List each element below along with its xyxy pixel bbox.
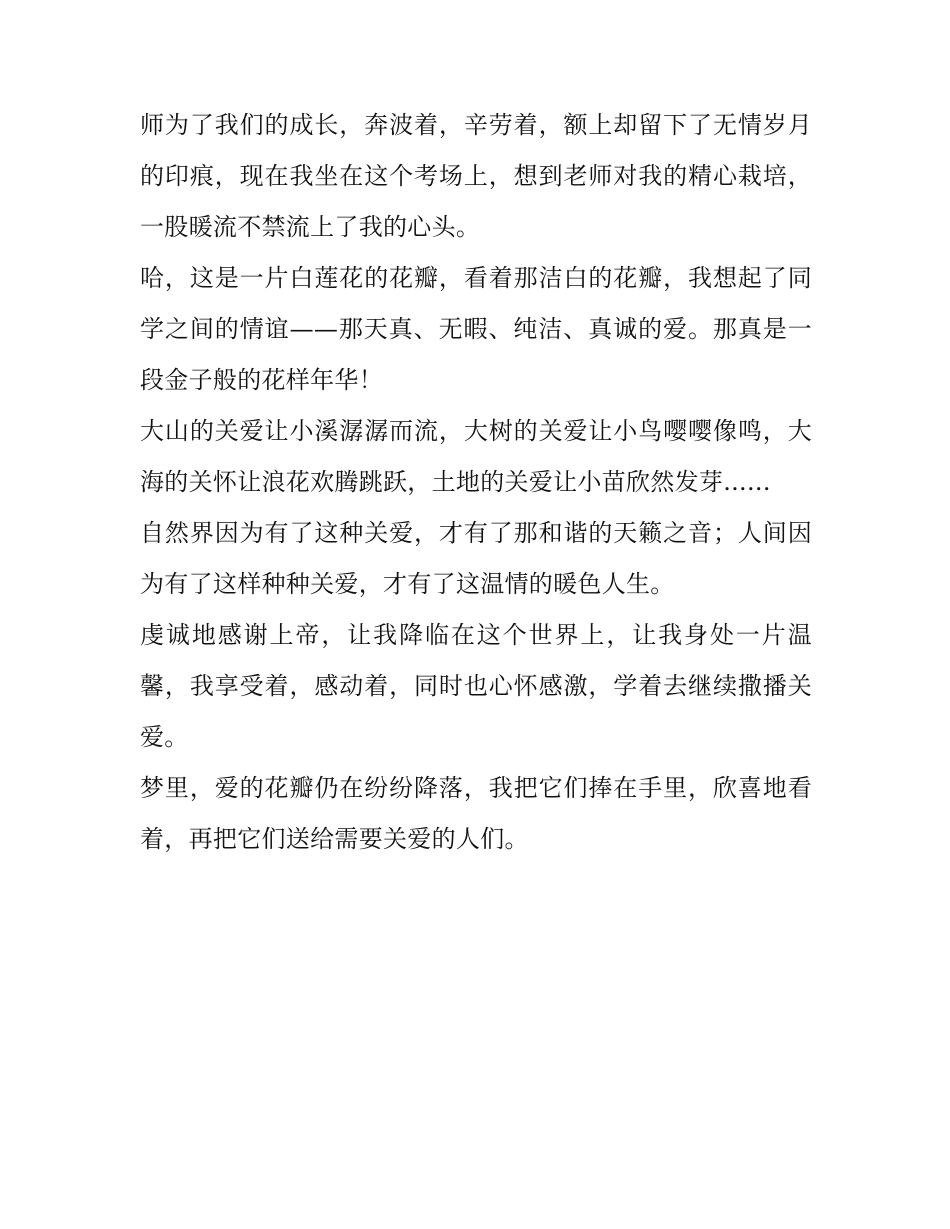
- paragraph-1: 师为了我们的成长，奔波着，辛劳着，额上却留下了无情岁月的印痕，现在我坐在这个考场上，想到老师对我的精心栽培，一股暖流不禁流上了我的心头。: [140, 111, 812, 241]
- document-body: [140, 100, 812, 865]
- paragraph-6: 梦里，爱的花瓣仍在纷纷降落，我把它们捧在手里，欣喜地看着，再把它们送给需要关爱的人们。: [140, 774, 812, 853]
- paragraph-3: 大山的关爱让小溪潺潺而流，大树的关爱让小鸟嘤嘤像鸣，大海的关怀让浪花欢腾跳跃，土地的关爱让小苗欣然发芽......: [140, 417, 812, 496]
- paragraph-5: 虔诚地感谢上帝，让我降临在这个世界上，让我身处一片温馨，我享受着，感动着，同时也心怀感激，学着去继续撒播关爱。: [140, 621, 812, 751]
- paragraph-2: 哈，这是一片白莲花的花瓣，看着那洁白的花瓣，我想起了同学之间的情谊——那天真、无暇、纯洁、真诚的爱。那真是一段金子般的花样年华！: [140, 264, 812, 394]
- paragraph-4: 自然界因为有了这种关爱，才有了那和谐的天籁之音；人间因为有了这样种种关爱，才有了这温情的暖色人生。: [140, 519, 812, 598]
